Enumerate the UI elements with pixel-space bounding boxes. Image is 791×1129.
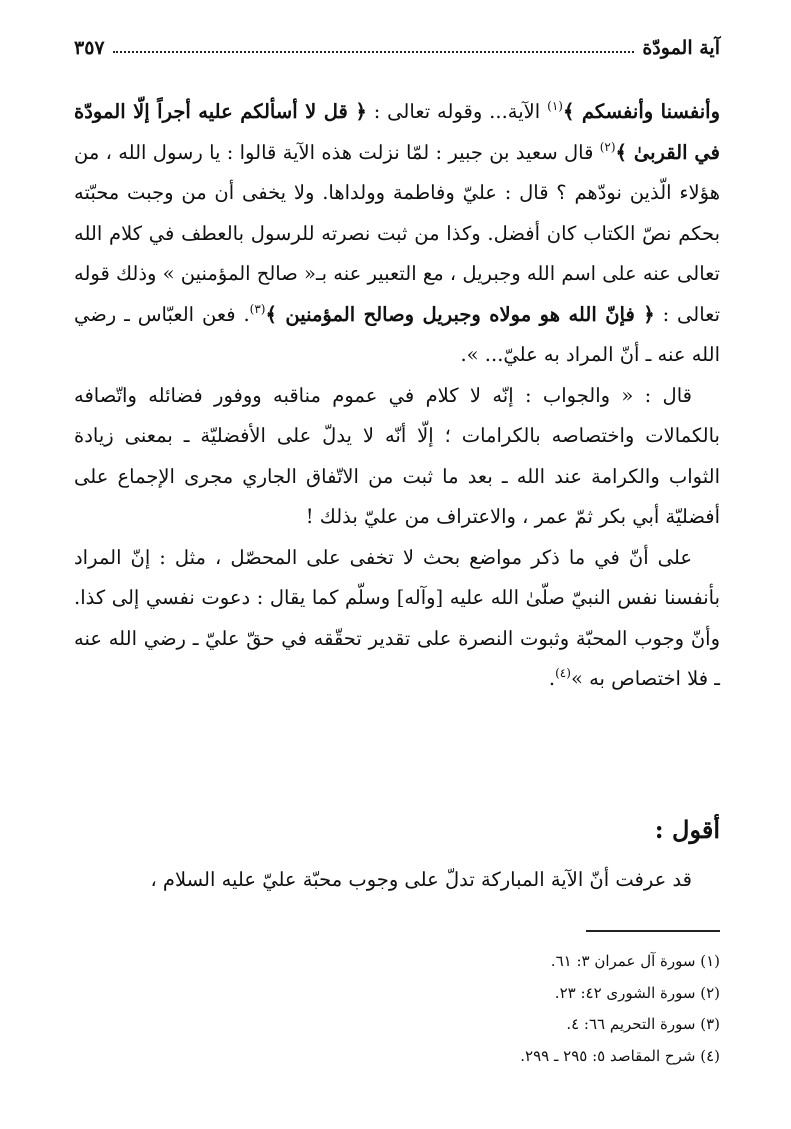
page-number: ٣٥٧	[74, 37, 105, 59]
text-run: قال سعيد بن جبير : لمّا نزلت هذه الآية قالوا : يا رسول الله ، من هؤلاء الّذين نودّهم ؟ قال : عليّ وفاطمة وولداها. ولا يخفى أن من وجبت محبّته بحكم نصّ الكتاب كان أفضل. وكذا من ثبت نصرته للرسول بالعطف في كلام الله تعالى عنه على اسم الله وجبريل ، مع التعبير عنه بـ« صالح المؤمنين » وذلك قوله تعالى :	[74, 140, 721, 326]
footnote-separator	[586, 930, 720, 932]
quran-quote: وأنفسنا وأنفسكم ﴾	[562, 100, 721, 123]
footnote: (٢) سورة الشورى ٤٢: ٢٣.	[554, 983, 720, 1002]
footnote-ref-4: (٤)	[555, 666, 571, 680]
text-run: الآية... وقوله تعالى :	[366, 100, 548, 123]
dot-leader	[113, 51, 635, 53]
footnote-ref-1: (١)	[547, 99, 563, 113]
footnote: (٣) سورة التحريم ٦٦: ٤.	[566, 1015, 720, 1033]
main-text	[74, 92, 720, 700]
running-header	[74, 34, 720, 62]
paragraph-4: قد عرفت أنّ الآية المباركة تدلّ على وجوب محبّة عليّ عليه السلام ،	[150, 868, 692, 891]
paragraph-3	[74, 538, 720, 700]
text-run: . فعن العبّاس ـ رضي الله عنه ـ أنّ المراد به عليّ... ».	[74, 302, 720, 366]
footnote: (١) سورة آل عمران ٣: ٦١.	[550, 952, 720, 970]
quran-quote: ﴿ قل لا أسألكم عليه أجراً إلّا المودّة في القربىٰ ﴾	[74, 100, 721, 164]
quran-quote: ﴿ فإنّ الله هو مولاه وجبريل وصالح المؤمنين ﴾	[265, 302, 655, 326]
chapter-title: آية المودّة	[642, 37, 720, 59]
paragraph-1	[74, 92, 720, 376]
section-heading: أقول :	[654, 815, 720, 844]
paragraph-2: قال : « والجواب : إنّه لا كلام في عموم مناقبه ووفور فضائله واتّصافه بالكمالات واختصاصه بالكرامات ؛ إلّا أنّه لا يدلّ على الأفضليّة ـ بمعنى زيادة الثواب والكرامة عند الله ـ بعد ما ثبت من الاتّفاق الجاري مجرى الإجماع على أفضليّة أبي بكر ثمّ عمر ، والاعتراف من عليّ بذلك !	[74, 383, 721, 528]
footnote: (٤) شرح المقاصد ٥: ٢٩٥ ـ ٢٩٩.	[520, 1046, 720, 1065]
footnotes	[74, 946, 720, 1072]
text-run: على أنّ في ما ذكر مواضع بحث لا تخفى على المحصّل ، مثل : إنّ المراد بأنفسنا نفس النبيّ صلّىٰ الله عليه [وآله] وسلّم كما يقال : دعوت نفسي إلى كذا. وأنّ وجوب المحبّة وثبوت النصرة على تقدير تحقّقه في حقّ عليّ ـ رضي الله عنه ـ فلا اختصاص به »	[74, 545, 720, 690]
footnote-ref-3: (٣)	[249, 301, 266, 316]
footnote-ref-2: (٢)	[599, 139, 616, 154]
text-run: .	[548, 667, 556, 690]
